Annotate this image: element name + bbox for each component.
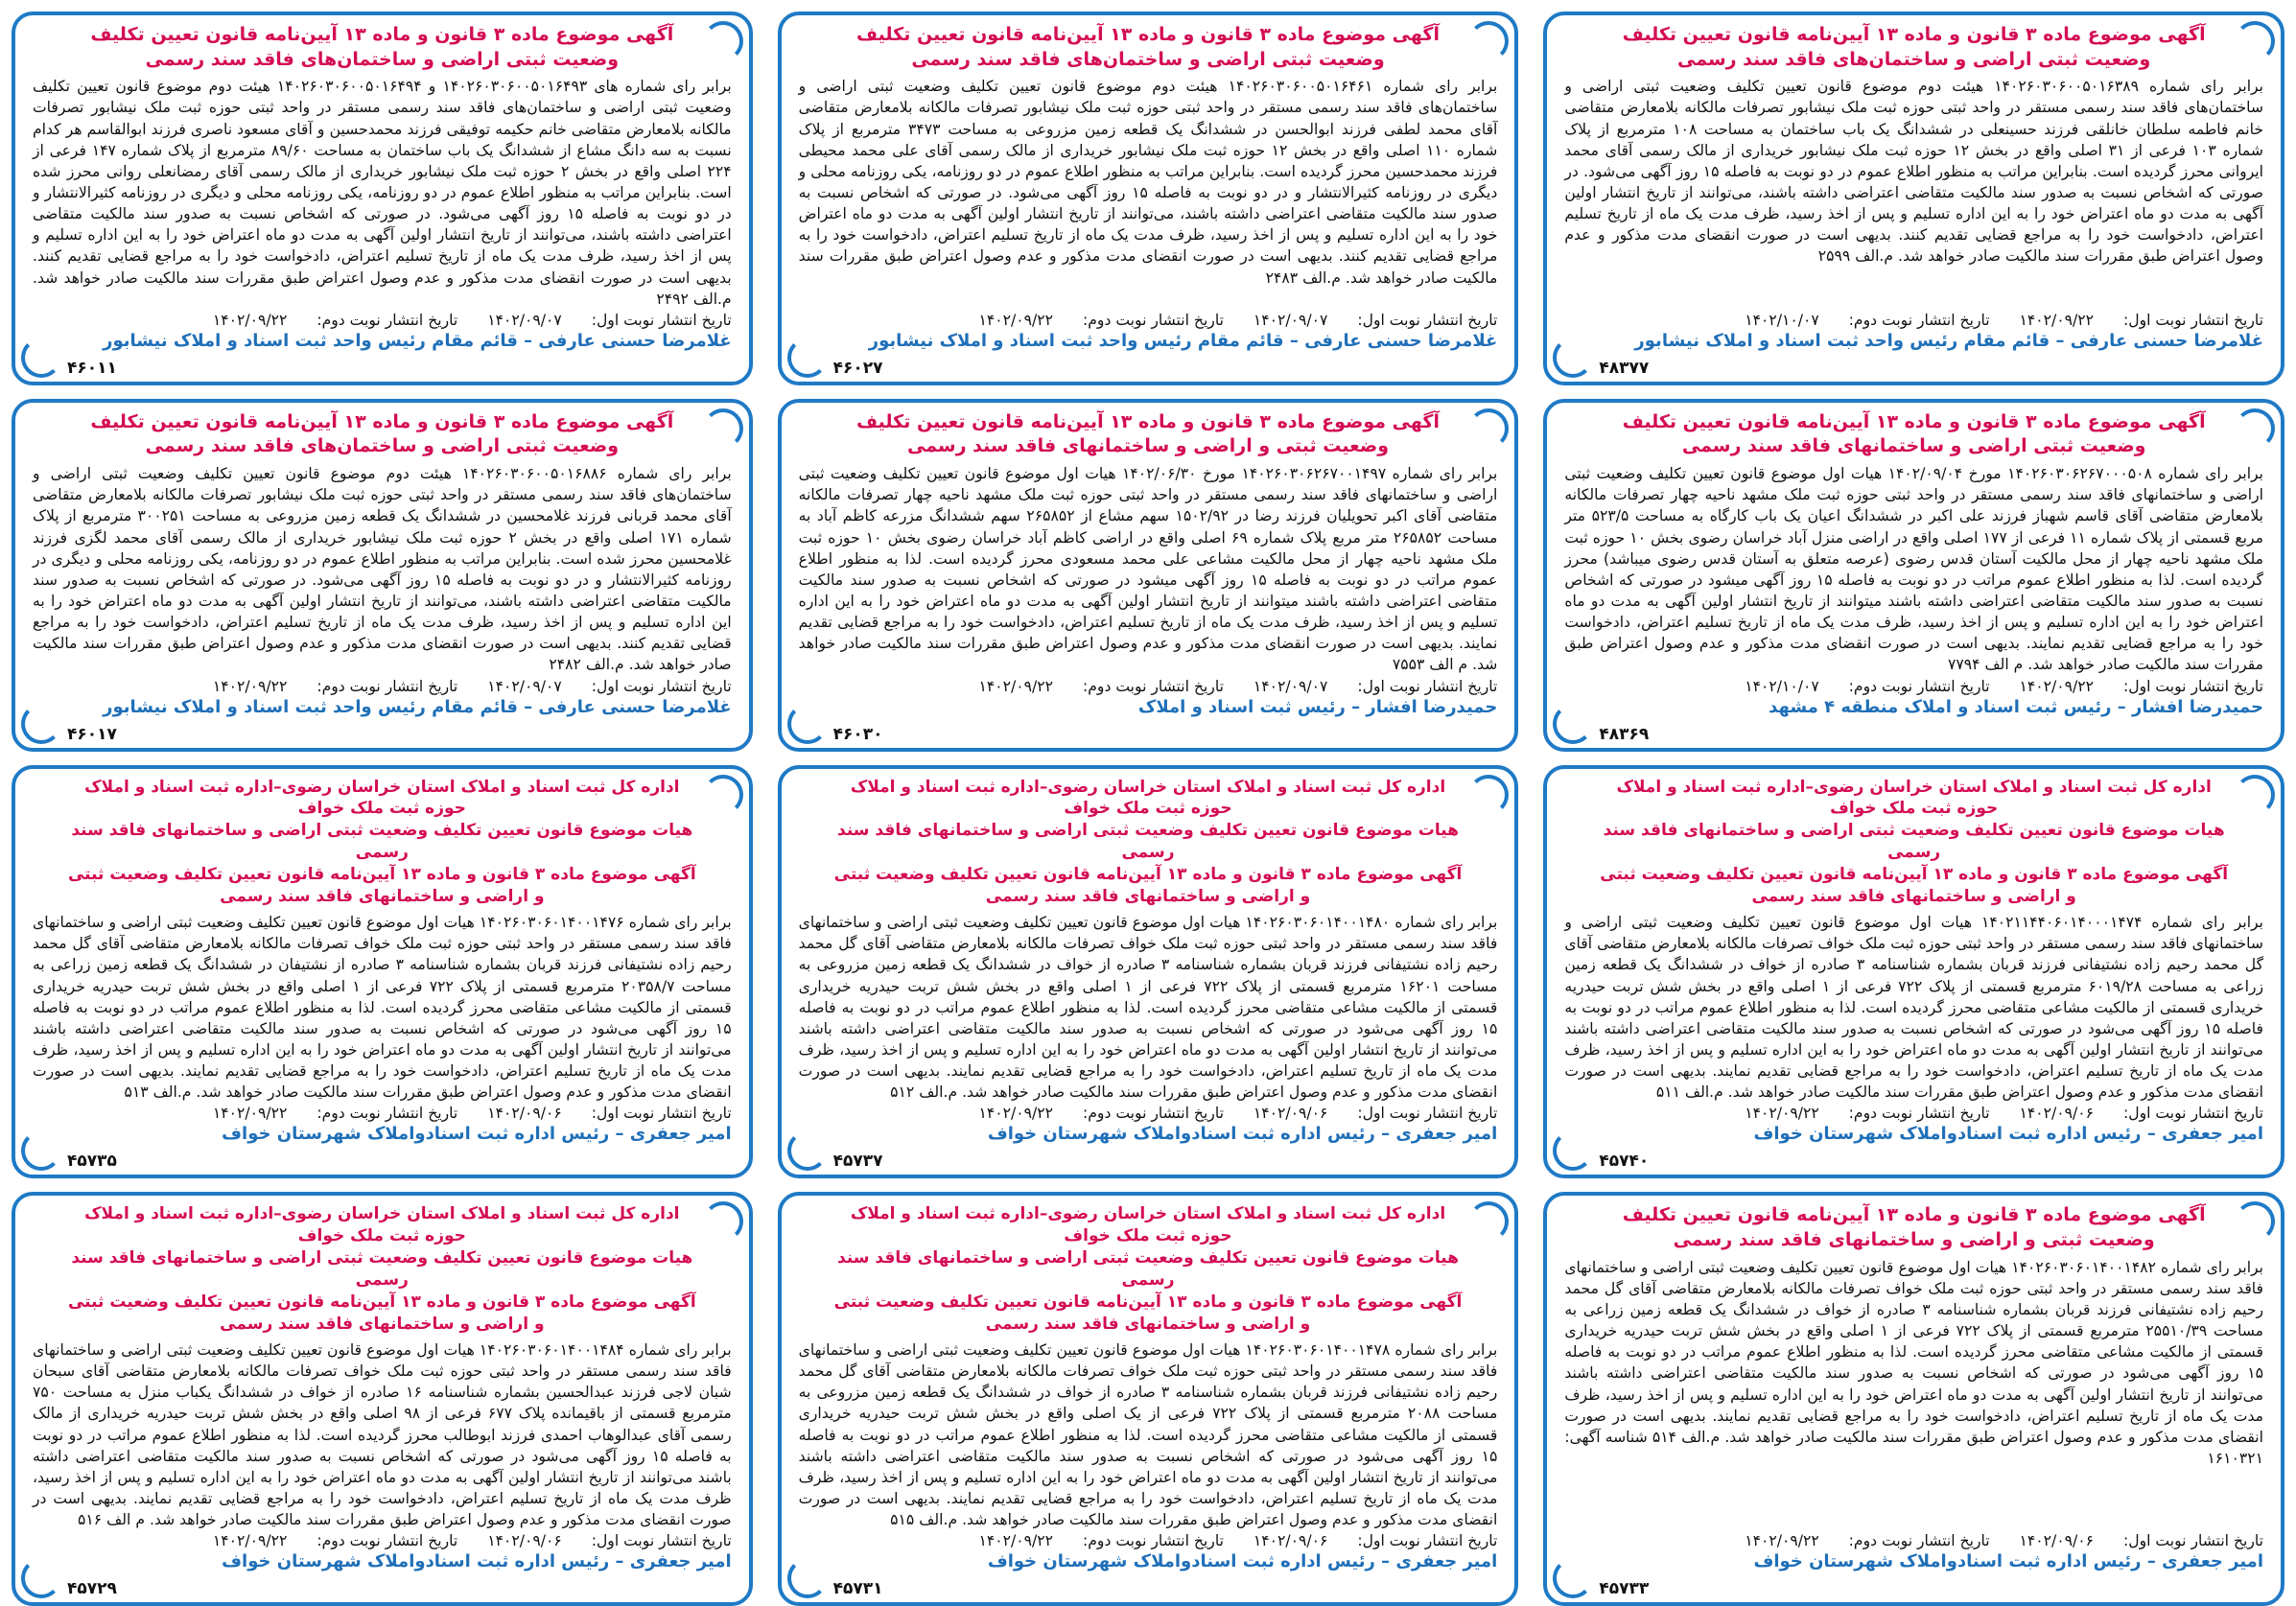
- date2-label: تاریخ انتشار نوبت دوم:: [1083, 311, 1224, 329]
- notice-header: آگهی موضوع ماده ۳ قانون و ماده ۱۳ آیین‌نامه قانون تعیین تکلیف وضعیت ثبتی اراضی و ساختمانهای فاقد سند رسمی: [1622, 410, 2206, 457]
- notice-header: اداره کل ثبت اسناد و املاک استان خراسان رضوی–اداره ثبت اسناد و املاک حوزه ثبت ملک خواف: [84, 777, 680, 819]
- notice-signature: امیر جعفری – رئیس اداره ثبت اسناد‌واملاک شهرستان خواف: [987, 1124, 1498, 1145]
- notice-header: هیات موضوع قانون تعیین تکلیف وضعیت ثبتی اراضی و ساختمانهای فاقد سند رسمی: [71, 1248, 693, 1291]
- date1-label: تاریخ انتشار نوبت اول:: [1357, 1532, 1498, 1550]
- date2-label: تاریخ انتشار نوبت دوم:: [316, 677, 458, 695]
- publication-dates: [1564, 678, 2263, 695]
- date2-value: ۱۴۰۲/۰۹/۲۲: [978, 1532, 1054, 1550]
- notice-header: اداره کل ثبت اسناد و املاک استان خراسان رضوی–اداره ثبت اسناد و املاک حوزه ثبت ملک خواف: [1616, 777, 2212, 819]
- date1-value: ۱۴۰۲/۰۹/۰۷: [1253, 677, 1328, 695]
- date1-label: تاریخ انتشار نوبت اول:: [591, 677, 732, 695]
- date1-value: ۱۴۰۲/۰۹/۰۶: [2019, 1532, 2095, 1550]
- corner-swirl-icon: [1468, 1201, 1509, 1242]
- date2-label: تاریخ انتشار نوبت دوم:: [316, 1105, 458, 1123]
- notice-header: هیات موضوع قانون تعیین تکلیف وضعیت ثبتی اراضی و ساختمانهای فاقد سند رسمی: [837, 821, 1460, 863]
- publication-dates: [1564, 312, 2263, 329]
- notice-header: آگهی موضوع ماده ۳ قانون و ماده ۱۳ آیین‌نامه قانون تعیین تکلیف وضعیت ثبتی و اراضی و ساختمانهای فاقد سند رسمی: [856, 410, 1440, 457]
- date1-value: ۱۴۰۲/۰۹/۲۲: [2019, 311, 2095, 329]
- date2-label: تاریخ انتشار نوبت دوم:: [1083, 1105, 1224, 1123]
- publication-dates: [799, 312, 1498, 329]
- notice-header: اداره کل ثبت اسناد و املاک استان خراسان رضوی–اداره ثبت اسناد و املاک حوزه ثبت ملک خواف: [850, 1204, 1446, 1246]
- notice-header: آگهی موضوع ماده ۳ قانون و ماده ۱۳ آیین‌نامه قانون تعیین تکلیف وضعیت ثبتی و اراضی و ساختمانهای فاقد سند رسمی: [833, 865, 1463, 907]
- corner-swirl-icon: [21, 1558, 61, 1598]
- legal-notice: [12, 12, 753, 385]
- date1-value: ۱۴۰۲/۰۹/۰۶: [487, 1105, 562, 1123]
- notice-headers: [799, 23, 1498, 72]
- date1-value: ۱۴۰۲/۰۹/۰۶: [487, 1532, 562, 1550]
- corner-swirl-icon: [703, 775, 743, 815]
- notice-headers: [799, 410, 1498, 459]
- corner-swirl-icon: [2235, 1201, 2275, 1242]
- corner-swirl-icon: [787, 1558, 828, 1598]
- notice-headers: [1564, 1203, 2263, 1252]
- notice-body: برابر رای شماره ۱۴۰۲۶۰۳۰۶۰۱۴۰۰۱۴۷۸ هیات اول موضوع قانون تعیین تکلیف وضعیت ثبتی اراضی و ساختمانهای فاقد سند رسمی مستقر در واحد ثبتی حوزه ثبت ملک خواف تصرفات مالکانه بلامعارض متقاضی آقای گل محمد رحیم زاده نشتیفانی فرزند قربان بشماره شناسنامه ۳ صادره از خواف در ششدانگ یک قطعه زمین مزروعی به مساحت ۲۰۸۸ مترمربع قسمتی از پلاک ۷۲۲ فرعی از یک اصلی واقع در بخش شش تربت حیدریه خریداری قسمتی از مالکیت مشاعی متقاضی محرز گردیده است. لذا به منظور اطلاع عموم مراتب در دو نوبت به فاصله ۱۵ روز آگهی می‌شود در صورتی که اشخاص نسبت به صدور سند مالکیت متقاضی اعتراضی داشته باشند می‌توانند از تاریخ انتشار اولین آگهی به مدت دو ماه اعتراض خود را به این اداره تسلیم و پس از اخذ رسید، ظرف مدت یک ماه از تاریخ تسلیم اعتراض، دادخواست خود را به مراجع قضایی تقدیم نمایند. بدیهی است در صورت انقضای مدت مذکور و عدم وصول اعتراض طبق مقررات سند مالکیت صادر خواهد شد. م.الف ۵۱۵: [798, 1341, 1498, 1529]
- date1-label: تاریخ انتشار نوبت اول:: [1357, 677, 1498, 695]
- date1-value: ۱۴۰۲/۰۹/۰۶: [1253, 1105, 1328, 1123]
- notice-header: هیات موضوع قانون تعیین تکلیف وضعیت ثبتی اراضی و ساختمانهای فاقد سند رسمی: [1603, 821, 2225, 863]
- notice-body: برابر رای شماره ۱۴۰۲۶۰۳۰۶۲۶۷۰۰۱۴۹۷ مورخ ۱۴۰۲/۰۶/۳۰ هیات اول موضوع قانون تعیین تکلیف وضعیت ثبتی اراضی و ساختمانهای فاقد سند رسمی مستقر در واحد ثبتی حوزه ثبت ملک مشهد ناحیه چهار تصرفات مالکانه متقاضی آقای اکبر تحویلیان فرزند رضا در ۱۵۰۲/۹۲ سهم مشاع از ۲۶۵۸۵۲ سهم ششدانگ مزرعه کاظم آباد به مساحت ۲۶۵۸۵۲ متر مربع پلاک شماره ۶۹ اصلی واقع در اراضی کاظم آباد خراسان رضوی بخش ۱۰ حوزه ثبت ملک مشهد ناحیه چهار از محل مالکیت مشاعی علی محمد مسعودی محرز گردیده است. لذا به منظور اطلاع عموم مراتب در دو نوبت به فاصله ۱۵ روز آگهی میشود در صورتی که اشخاص نسبت به صدور سند مالکیت متقاضی اعتراضی داشته باشند میتوانند از تاریخ انتشار اولین آگهی به مدت دو ماه اعتراض خود را به این اداره تسلیم و پس از اخذ رسید، ظرف مدت یک ماه از تاریخ تسلیم اعتراض، دادخواست خود را به مراجع قضایی تقدیم نمایند. بدیهی است در صورت انقضای مدت مذکور و عدم وصول اعتراض طبق مقررات سند مالکیت صادر خواهد شد. م الف ۷۵۵۳: [798, 465, 1498, 674]
- corner-swirl-icon: [703, 1201, 743, 1242]
- corner-swirl-icon: [2235, 775, 2275, 815]
- date1-label: تاریخ انتشار نوبت اول:: [1357, 1105, 1498, 1123]
- notice-number: ۴۵۷۳۱: [832, 1579, 883, 1599]
- date1-label: تاریخ انتشار نوبت اول:: [2123, 677, 2263, 695]
- date1-value: ۱۴۰۲/۰۹/۰۶: [2019, 1105, 2095, 1123]
- publication-dates: [33, 1105, 732, 1122]
- notice-header: آگهی موضوع ماده ۳ قانون و ماده ۱۳ آیین‌نامه قانون تعیین تکلیف وضعیت ثبتی و اراضی و ساختمانهای فاقد سند رسمی: [833, 1292, 1463, 1335]
- notice-body: برابر رای شماره ۱۴۰۲۶۰۳۰۶۰۱۴۰۰۱۴۸۲ هیات اول موضوع قانون تعیین تکلیف وضعیت ثبتی اراضی و ساختمانهای فاقد سند رسمی مستقر در واحد ثبتی حوزه ثبت ملک خواف تصرفات مالکانه بلامعارض متقاضی آقای گل محمد رحیم زاده نشتیفانی فرزند قربان بشماره شناسنامه ۳ صادره از خواف در ششدانگ یک قطعه زمین زراعی به مساحت ۲۵۵۱۰/۳۹ مترمربع قسمتی از پلاک ۷۲۲ فرعی از ۱ اصلی واقع در بخش شش تربت حیدریه خریداری قسمتی از مالکیت مشاعی متقاضی محرز گردیده است. لذا به منظور اطلاع عموم مراتب در دو نوبت به فاصله ۱۵ روز آگهی می‌شود در صورتی که اشخاص نسبت به صدور سند مالکیت متقاضی اعتراضی داشته باشند می‌توانند از تاریخ انتشار اولین آگهی به مدت دو ماه اعتراض خود را به این اداره تسلیم و پس از اخذ رسید، ظرف مدت یک ماه از تاریخ تسلیم اعتراض، دادخواست خود را به مراجع قضایی تقدیم نمایند. بدیهی است در صورت انقضای مدت مذکور و عدم وصول اعتراض طبق مقررات سند مالکیت صادر خواهد شد. م.الف ۵۱۴ شناسه آگهی: ۱۶۱۰۳۲۱: [1564, 1258, 2263, 1467]
- legal-notice: [778, 12, 1519, 385]
- corner-swirl-icon: [1553, 337, 1593, 378]
- notice-header: آگهی موضوع ماده ۳ قانون و ماده ۱۳ آیین‌نامه قانون تعیین تکلیف وضعیت ثبتی اراضی و ساختمان‌های فاقد سند رسمی: [1622, 24, 2206, 70]
- publication-dates: [799, 678, 1498, 695]
- notice-signature: غلامرضا حسنی عارفی – قائم مقام رئیس واحد ثبت اسناد و املاک نیشابور: [103, 696, 732, 717]
- notice-headers: [33, 23, 732, 72]
- notice-number: ۴۸۳۶۹: [1599, 724, 1650, 744]
- notice-number: ۴۶۰۳۰: [832, 724, 883, 744]
- corner-swirl-icon: [1468, 408, 1509, 449]
- notice-number: ۴۶۰۲۷: [832, 358, 883, 378]
- notice-headers: [1564, 23, 2263, 72]
- notice-number: ۴۵۷۳۳: [1599, 1579, 1650, 1599]
- notice-header: آگهی موضوع ماده ۳ قانون و ماده ۱۳ آیین‌نامه قانون تعیین تکلیف وضعیت ثبتی و اراضی و ساختمانهای فاقد سند رسمی: [1600, 865, 2229, 907]
- date1-value: ۱۴۰۲/۰۹/۰۷: [487, 677, 562, 695]
- date2-value: ۱۴۰۲/۰۹/۲۲: [978, 677, 1054, 695]
- date2-value: ۱۴۰۲/۰۹/۲۲: [978, 1105, 1054, 1123]
- corner-swirl-icon: [21, 704, 61, 744]
- notice-header: آگهی موضوع ماده ۳ قانون و ماده ۱۳ آیین‌نامه قانون تعیین تکلیف وضعیت ثبتی اراضی و ساختمان‌های فاقد سند رسمی: [90, 24, 674, 70]
- legal-notice: [1543, 12, 2284, 385]
- notice-number: ۴۶۰۱۷: [67, 724, 117, 744]
- legal-notice: [1543, 399, 2284, 752]
- publication-dates: [1564, 1105, 2263, 1122]
- corner-swirl-icon: [2235, 408, 2275, 449]
- notice-signature: امیر جعفری – رئیس اداره ثبت اسناد‌واملاک شهرستان خواف: [222, 1124, 732, 1145]
- corner-swirl-icon: [21, 1130, 61, 1171]
- notice-header: آگهی موضوع ماده ۳ قانون و ماده ۱۳ آیین‌نامه قانون تعیین تکلیف وضعیت ثبتی و اراضی و ساختمانهای فاقد سند رسمی: [67, 865, 696, 907]
- notice-signature: غلامرضا حسنی عارفی – قائم مقام رئیس واحد ثبت اسناد و املاک نیشابور: [103, 330, 732, 351]
- corner-swirl-icon: [703, 408, 743, 449]
- date1-value: ۱۴۰۲/۰۹/۰۶: [1253, 1532, 1328, 1550]
- date2-value: ۱۴۰۲/۰۹/۲۲: [1745, 1532, 1819, 1550]
- corner-swirl-icon: [703, 21, 743, 61]
- date2-value: ۱۴۰۲/۱۰/۰۷: [1745, 677, 1819, 695]
- corner-swirl-icon: [787, 337, 828, 378]
- date1-label: تاریخ انتشار نوبت اول:: [591, 1105, 732, 1123]
- notice-body: برابر رای شماره ۱۴۰۲۱۱۴۴۰۶۰۱۴۰۰۰۱۴۷۴ هیات اول موضوع قانون تعیین تکلیف وضعیت ثبتی اراضی و ساختمانهای فاقد سند رسمی مستقر در واحد ثبتی حوزه ثبت ملک خواف تصرفات مالکانه بلامعارض متقاضی آقای گل محمد رحیم زاده نشتیفانی فرزند قربان بشماره شناسنامه ۳ صادره از خواف در ششدانگ یک قطعه زمین زراعی به مساحت ۶۰۱۹/۲۸ مترمربع قسمتی از پلاک ۷۲۲ فرعی از ۱ اصلی واقع در بخش شش تربت حیدریه خریداری قسمتی از مالکیت مشاعی متقاضی محرز گردیده است. لذا به منظور اطلاع عموم مراتب در دو نوبت به فاصله ۱۵ روز آگهی می‌شود در صورتی که اشخاص نسبت به صدور سند مالکیت متقاضی اعتراضی داشته باشند می‌توانند از تاریخ انتشار اولین آگهی به مدت دو ماه اعتراض خود را به این اداره تسلیم و پس از اخذ رسید، ظرف مدت یک ماه از تاریخ تسلیم اعتراض، دادخواست خود را به مراجع قضایی تقدیم نمایند. بدیهی است در صورت انقضای مدت مذکور و عدم وصول اعتراض طبق مقررات سند مالکیت صادر خواهد شد. م.الف ۵۱۱: [1564, 914, 2264, 1102]
- notice-signature: امیر جعفری – رئیس اداره ثبت اسناد‌واملاک شهرستان خواف: [1753, 1551, 2263, 1572]
- publication-dates: [799, 1532, 1498, 1549]
- date1-label: تاریخ انتشار نوبت اول:: [2123, 1532, 2263, 1550]
- corner-swirl-icon: [1553, 1558, 1593, 1598]
- notice-headers: [1564, 410, 2263, 459]
- corner-swirl-icon: [21, 337, 61, 378]
- notice-body: برابر رای شماره ۱۴۰۲۶۰۳۰۶۰۱۴۰۰۱۴۷۶ هیات اول موضوع قانون تعیین تکلیف وضعیت ثبتی اراضی و ساختمانهای فاقد سند رسمی مستقر در واحد ثبتی حوزه ثبت ملک خواف تصرفات مالکانه بلامعارض متقاضی آقای گل محمد رحیم زاده نشتیفانی فرزند قربان بشماره شناسنامه ۳ صادره از نشتیفان در ششدانگ یک قطعه زمین زراعی به مساحت ۲۰۳۵۸/۷ مترمربع قسمتی از پلاک ۷۲۲ فرعی از ۱ اصلی واقع در بخش شش تربت حیدریه خریداری قسمتی از مالکیت مشاعی متقاضی محرز گردیده است. لذا به منظور اطلاع عموم مراتب در دو نوبت به فاصله ۱۵ روز آگهی می‌شود در صورتی که اشخاص نسبت به صدور سند مالکیت متقاضی اعتراضی داشته باشند می‌توانند از تاریخ انتشار اولین آگهی به مدت دو ماه اعتراض خود را به این اداره تسلیم و پس از اخذ رسید، ظرف مدت یک ماه از تاریخ تسلیم اعتراض، دادخواست خود را به مراجع قضایی تقدیم نمایند. بدیهی است در صورت انقضای مدت مذکور و عدم وصول اعتراض طبق مقررات سند مالکیت صادر خواهد شد. م.الف ۵۱۳: [33, 914, 732, 1102]
- date2-value: ۱۴۰۲/۰۹/۲۲: [212, 1105, 288, 1123]
- legal-notice: [778, 1192, 1519, 1606]
- legal-notice: [12, 1192, 753, 1606]
- date1-label: تاریخ انتشار نوبت اول:: [2123, 311, 2263, 329]
- notice-body: برابر رای شماره ۱۴۰۲۶۰۳۰۶۰۰۵۰۱۶۳۸۹ هیئت دوم موضوع قانون تعیین تکلیف وضعیت ثبتی اراضی و ساختمان‌های فاقد سند رسمی مستقر در واحد ثبتی حوزه ثبت ملک نیشابور تصرفات مالکانه بلامعارض متقاضی خانم فاطمه سلطان خانلقی فرزند حسینعلی در ششدانگ یک باب ساختمان به مساحت ۱۰۸ مترمربع از پلاک شماره ۱۰۳ فرعی از ۳۱ اصلی واقع در بخش ۱۲ حوزه ثبت ملک نیشابور خریداری از مالک رسمی آقای محمد ایروانی محرز گردیده است. بنابراین مراتب به منظور اطلاع عموم در دو نوبت به فاصله ۱۵ روز آگهی می‌شود. در صورتی که اشخاص نسبت به صدور سند مالکیت متقاضی اعتراضی داشته باشند، می‌توانند از تاریخ انتشار اولین آگهی به مدت دو ماه اعتراض خود را به این اداره تسلیم و پس از اخذ رسید، ظرف مدت یک ماه از تاریخ تسلیم اعتراض، دادخواست خود را به مراجع قضایی تقدیم کنند. بدیهی است در صورت انقضای مدت مذکور و عدم وصول اعتراض طبق مقررات سند مالکیت صادر خواهد شد. م.الف ۲۵۹۹: [1564, 78, 2264, 266]
- legal-notice: [1543, 765, 2284, 1179]
- publication-dates: [33, 1532, 732, 1549]
- notice-header: اداره کل ثبت اسناد و املاک استان خراسان رضوی–اداره ثبت اسناد و املاک حوزه ثبت ملک خواف: [850, 777, 1446, 819]
- notice-body: برابر رای شماره ۱۴۰۲۶۰۳۰۶۰۱۴۰۰۱۴۸۴ هیات اول موضوع قانون تعیین تکلیف وضعیت ثبتی اراضی و ساختمانهای فاقد سند رسمی مستقر در واحد ثبتی حوزه ثبت ملک خواف تصرفات مالکانه بلامعارض متقاضی آقای سبحان شبان لاجی فرزند عبدالحسین بشماره شناسنامه ۱۶ صادره از خواف در ششدانگ یکباب منزل به مساحت ۷۵۰ مترمربع قسمتی از باقیمانده پلاک ۶۷۷ فرعی از ۹۸ اصلی واقع در بخش شش تربت حیدریه خریداری از مالک رسمی آقای عبدالوهاب احمدی فرزند ابوطالب محرز گردیده است. لذا به منظور اطلاع عموم مراتب در دو نوبت به فاصله ۱۵ روز آگهی می‌شود در صورتی که اشخاص نسبت به صدور سند مالکیت متقاضی اعتراضی داشته باشند می‌توانند از تاریخ انتشار اولین آگهی به مدت دو ماه اعتراض خود را به این اداره تسلیم و پس از اخذ رسید، ظرف مدت یک ماه از تاریخ تسلیم اعتراض، دادخواست خود را به مراجع قضایی تقدیم نمایند. بدیهی است در صورت انقضای مدت مذکور و عدم وصول اعتراض طبق مقررات سند مالکیت صادر خواهد شد. م الف ۵۱۶: [33, 1341, 732, 1529]
- notice-header: اداره کل ثبت اسناد و املاک استان خراسان رضوی–اداره ثبت اسناد و املاک حوزه ثبت ملک خواف: [84, 1204, 680, 1246]
- notice-headers: [33, 410, 732, 459]
- notice-signature: حمیدرضا افشار – رئیس ثبت اسناد و املاک منطقه ۴ مشهد: [1769, 696, 2263, 717]
- date2-value: ۱۴۰۲/۰۹/۲۲: [212, 311, 288, 329]
- notice-number: ۴۶۰۱۱: [67, 358, 117, 378]
- date1-value: ۱۴۰۲/۰۹/۲۲: [2019, 677, 2095, 695]
- legal-notice: [1543, 1192, 2284, 1606]
- corner-swirl-icon: [2235, 21, 2275, 61]
- date2-label: تاریخ انتشار نوبت دوم:: [1083, 1532, 1224, 1550]
- notice-signature: امیر جعفری – رئیس اداره ثبت اسناد‌واملاک شهرستان خواف: [987, 1551, 1498, 1572]
- date2-label: تاریخ انتشار نوبت دوم:: [1848, 677, 1990, 695]
- notice-headers: [33, 1203, 732, 1336]
- notice-header: هیات موضوع قانون تعیین تکلیف وضعیت ثبتی اراضی و ساختمانهای فاقد سند رسمی: [837, 1248, 1460, 1291]
- notice-signature: غلامرضا حسنی عارفی – قائم مقام رئیس واحد ثبت اسناد و املاک نیشابور: [868, 330, 1498, 351]
- notice-body: برابر رای شماره های ۱۴۰۲۶۰۳۰۶۰۰۵۰۱۶۴۹۳ و ۱۴۰۲۶۰۳۰۶۰۰۵۰۱۶۴۹۴ هیئت دوم موضوع قانون تعیین تکلیف وضعیت ثبتی اراضی و ساختمان‌های فاقد سند رسمی مستقر در واحد ثبتی حوزه ثبت ملک نیشابور تصرفات مالکانه بلامعارض متقاضی خانم حکیمه توفیقی فرزند محمدحسین و آقای مسعود ناصری فرزند ابوالقاسم هر کدام نسبت به سه دانگ مشاع از ششدانگ یک باب ساختمان به مساحت ۸۹/۶۰ مترمربع از پلاک شماره ۱۴۷ فرعی از ۲۲۴ اصلی واقع در بخش ۲ حوزه ثبت ملک نیشابور خریداری از مالک رسمی آقای رمضانعلی روانی محرز شده است. بنابراین مراتب به منظور اطلاع عموم در دو روزنامه، یکی روزنامه محلی و دیگری در روزنامه کثیرالانتشار و در دو نوبت به فاصله ۱۵ روز آگهی می‌شود. در صورتی که اشخاص نسبت به صدور سند مالکیت متقاضی اعتراضی داشته باشند، می‌توانند از تاریخ انتشار اولین آگهی به مدت دو ماه اعتراض خود را به این اداره تسلیم و پس از اخذ رسید، ظرف مدت یک ماه از تاریخ تسلیم اعتراض، دادخواست خود را به مراجع قضایی تقدیم کنند. بدیهی است در صورت انقضای مدت مذکور و عدم وصول اعتراض طبق مقررات سند مالکیت صادر خواهد شد. م.الف ۲۴۹۲: [33, 78, 732, 308]
- date2-label: تاریخ انتشار نوبت دوم:: [1083, 677, 1224, 695]
- legal-notice: [778, 399, 1519, 752]
- notice-number: ۴۵۷۲۹: [67, 1579, 117, 1599]
- date2-value: ۱۴۰۲/۰۹/۲۲: [978, 311, 1054, 329]
- date1-value: ۱۴۰۲/۰۹/۰۷: [1253, 311, 1328, 329]
- notice-number: ۴۸۳۷۷: [1599, 358, 1650, 378]
- notice-signature: امیر جعفری – رئیس اداره ثبت اسناد‌واملاک شهرستان خواف: [222, 1551, 732, 1572]
- date2-label: تاریخ انتشار نوبت دوم:: [1848, 1105, 1990, 1123]
- publication-dates: [799, 1105, 1498, 1122]
- corner-swirl-icon: [787, 1130, 828, 1171]
- notice-body: برابر رای شماره ۱۴۰۲۶۰۳۰۶۰۰۵۰۱۶۴۶۱ هیئت دوم موضوع قانون تعیین تکلیف وضعیت ثبتی اراضی و ساختمان‌های فاقد سند رسمی مستقر در واحد ثبتی حوزه ثبت ملک نیشابور تصرفات مالکانه بلامعارض متقاضی آقای محمد لطفی فرزند ابوالحسن در ششدانگ یک قطعه زمین مزروعی به مساحت ۳۴۷۳ مترمربع از پلاک شماره ۱۱۰ اصلی واقع در بخش ۱۲ حوزه ثبت ملک نیشابور خریداری از مالک رسمی آقای علی محمد محیطی فرزند محمدحسین محرز گردیده است. بنابراین مراتب به منظور اطلاع عموم در دو روزنامه، یکی روزنامه محلی و دیگری در روزنامه کثیرالانتشار و در دو نوبت به فاصله ۱۵ روز آگهی می‌شود. در صورتی که اشخاص نسبت به صدور سند مالکیت متقاضی اعتراضی داشته باشند، می‌توانند از تاریخ انتشار اولین آگهی به مدت دو ماه اعتراض خود را به این اداره تسلیم و پس از اخذ رسید، ظرف مدت یک ماه از تاریخ تسلیم اعتراض، دادخواست خود را به مراجع قضایی تقدیم کنند. بدیهی است در صورت انقضای مدت مذکور و عدم وصول اعتراض طبق مقررات سند مالکیت صادر خواهد شد. م.الف ۲۴۸۳: [798, 78, 1498, 287]
- corner-swirl-icon: [1468, 775, 1509, 815]
- notice-headers: [799, 777, 1498, 909]
- date1-label: تاریخ انتشار نوبت اول:: [591, 1532, 732, 1550]
- notice-header: آگهی موضوع ماده ۳ قانون و ماده ۱۳ آیین‌نامه قانون تعیین تکلیف وضعیت ثبتی و اراضی و ساختمانهای فاقد سند رسمی: [67, 1292, 696, 1335]
- notice-signature: حمیدرضا افشار – رئیس ثبت اسناد و املاک: [1137, 696, 1498, 717]
- date2-value: ۱۴۰۲/۰۹/۲۲: [212, 677, 288, 695]
- notice-number: ۴۵۷۴۰: [1599, 1152, 1650, 1172]
- date1-label: تاریخ انتشار نوبت اول:: [2123, 1105, 2263, 1123]
- publication-dates: [33, 312, 732, 329]
- notice-header: آگهی موضوع ماده ۳ قانون و ماده ۱۳ آیین‌نامه قانون تعیین تکلیف وضعیت ثبتی اراضی و ساختمان‌های فاقد سند رسمی: [856, 24, 1440, 70]
- publication-dates: [1564, 1532, 2263, 1549]
- date2-value: ۱۴۰۲/۰۹/۲۲: [1745, 1105, 1819, 1123]
- corner-swirl-icon: [1553, 1130, 1593, 1171]
- publication-dates: [33, 678, 732, 695]
- date2-value: ۱۴۰۲/۱۰/۰۷: [1745, 311, 1819, 329]
- date2-label: تاریخ انتشار نوبت دوم:: [1848, 1532, 1990, 1550]
- corner-swirl-icon: [787, 704, 828, 744]
- notice-header: هیات موضوع قانون تعیین تکلیف وضعیت ثبتی اراضی و ساختمانهای فاقد سند رسمی: [71, 821, 693, 863]
- notice-body: برابر رای شماره ۱۴۰۲۶۰۳۰۶۰۱۴۰۰۱۴۸۰ هیات اول موضوع قانون تعیین تکلیف وضعیت ثبتی اراضی و ساختمانهای فاقد سند رسمی مستقر در واحد ثبتی حوزه ثبت ملک خواف تصرفات مالکانه بلامعارض متقاضی آقای گل محمد رحیم زاده نشتیفانی فرزند قربان بشماره شناسنامه ۳ صادره از خواف در ششدانگ یک قطعه زمین مزروعی به مساحت ۱۶۲۰۱ مترمربع قسمتی از پلاک ۷۲۲ فرعی از ۱ اصلی واقع در بخش شش تربت حیدریه خریداری قسمتی از مالکیت مشاعی متقاضی محرز گردیده است. لذا به منظور اطلاع عموم مراتب در دو نوبت به فاصله ۱۵ روز آگهی می‌شود در صورتی که اشخاص نسبت به صدور سند مالکیت متقاضی اعتراضی داشته باشند می‌توانند از تاریخ انتشار اولین آگهی به مدت دو ماه اعتراض خود را به این اداره تسلیم و پس از اخذ رسید، ظرف مدت یک ماه از تاریخ تسلیم اعتراض، دادخواست خود را به مراجع قضایی تقدیم نمایند. بدیهی است در صورت انقضای مدت مذکور و عدم وصول اعتراض طبق مقررات سند مالکیت صادر خواهد شد. م.الف ۵۱۲: [798, 914, 1498, 1102]
- notice-headers: [33, 777, 732, 909]
- notice-signature: امیر جعفری – رئیس اداره ثبت اسناد‌واملاک شهرستان خواف: [1753, 1124, 2263, 1145]
- legal-notice: [12, 765, 753, 1179]
- notice-headers: [1564, 777, 2263, 909]
- date1-value: ۱۴۰۲/۰۹/۰۷: [487, 311, 562, 329]
- date2-label: تاریخ انتشار نوبت دوم:: [316, 1532, 458, 1550]
- date2-label: تاریخ انتشار نوبت دوم:: [1848, 311, 1990, 329]
- notice-signature: غلامرضا حسنی عارفی – قائم مقام رئیس واحد ثبت اسناد و املاک نیشابور: [1634, 330, 2263, 351]
- notice-header: آگهی موضوع ماده ۳ قانون و ماده ۱۳ آیین‌نامه قانون تعیین تکلیف وضعیت ثبتی و اراضی و ساختمانهای فاقد سند رسمی: [1622, 1204, 2206, 1251]
- notice-number: ۴۵۷۳۷: [832, 1152, 883, 1172]
- date2-value: ۱۴۰۲/۰۹/۲۲: [212, 1532, 288, 1550]
- notice-body: برابر رای شماره ۱۴۰۲۶۰۳۰۶۲۶۷۰۰۰۵۰۸ مورخ ۱۴۰۲/۰۹/۰۴ هیات اول موضوع قانون تعیین تکلیف وضعیت ثبتی اراضی و ساختمانهای فاقد سند رسمی مستقر در واحد ثبتی حوزه ثبت ملک مشهد ناحیه چهار تصرفات مالکانه بلامعارض متقاضی آقای قاسم شهباز فرزند علی اکبر در ششدانگ اعیان یک باب کارگاه به مساحت ۵۲۳/۵ متر مربع قسمتی از پلاک شماره ۱۱ فرعی از ۱۷۷ اصلی واقع در اراضی منزل آباد خراسان رضوی بخش ۱۰ حوزه ثبت ملک مشهد ناحیه چهار از محل مالکیت آستان قدس رضوی (عرصه متعلق به آستان قدس رضوی میباشد) محرز گردیده است. لذا به منظور اطلاع عموم مراتب در دو نوبت به فاصله ۱۵ روز آگهی میشود در صورتی که اشخاص نسبت به صدور سند مالکیت متقاضی اعتراضی داشته باشند میتوانند از تاریخ انتشار اولین آگهی به مدت دو ماه اعتراض خود را به این اداره تسلیم و پس از اخذ رسید، ظرف مدت یک ماه از تاریخ تسلیم اعتراض، دادخواست خود را به مراجع قضایی تقدیم نمایند. بدیهی است در صورت انقضای مدت مذکور و عدم وصول اعتراض طبق مقررات سند مالکیت صادر خواهد شد. م الف ۷۷۹۴: [1564, 465, 2263, 674]
- date2-label: تاریخ انتشار نوبت دوم:: [316, 311, 458, 329]
- legal-notice: [778, 765, 1519, 1179]
- notice-headers: [799, 1203, 1498, 1336]
- corner-swirl-icon: [1468, 21, 1509, 61]
- notice-header: آگهی موضوع ماده ۳ قانون و ماده ۱۳ آیین‌نامه قانون تعیین تکلیف وضعیت ثبتی اراضی و ساختمان‌های فاقد سند رسمی: [90, 410, 674, 457]
- corner-swirl-icon: [1553, 704, 1593, 744]
- legal-notice: [12, 399, 753, 752]
- notice-body: برابر رای شماره ۱۴۰۲۶۰۳۰۶۰۰۵۰۱۶۸۸۶ هیئت دوم موضوع قانون تعیین تکلیف وضعیت ثبتی اراضی و ساختمان‌های فاقد سند رسمی مستقر در واحد ثبتی حوزه ثبت ملک نیشابور تصرفات مالکانه بلامعارض متقاضی آقای محمد قربانی فرزند غلامحسین در ششدانگ یک قطعه زمین مزروعی به مساحت ۳۰۰۲۵۱ مترمربع از پلاک شماره ۱۷۱ اصلی واقع در بخش ۲ حوزه ثبت ملک نیشابور خریداری از مالک رسمی آقای محمد لگزی فرزند غلامحسین محرز شده است. بنابراین مراتب به منظور اطلاع عموم در دو روزنامه، یکی روزنامه محلی و دیگری در روزنامه کثیرالانتشار و در دو نوبت به فاصله ۱۵ روز آگهی می‌شود. در صورتی که اشخاص نسبت به صدور سند مالکیت متقاضی اعتراضی داشته باشند، می‌توانند از تاریخ انتشار اولین آگهی به مدت دو ماه اعتراض خود را به این اداره تسلیم و پس از اخذ رسید، ظرف مدت یک ماه از تاریخ تسلیم اعتراض، دادخواست خود را به مراجع قضایی تقدیم کنند. بدیهی است در صورت انقضای مدت مذکور و عدم وصول اعتراض طبق مقررات سند مالکیت صادر خواهد شد. م.الف ۲۴۸۲: [33, 465, 732, 674]
- date1-label: تاریخ انتشار نوبت اول:: [591, 311, 732, 329]
- notice-number: ۴۵۷۳۵: [67, 1152, 117, 1172]
- date1-label: تاریخ انتشار نوبت اول:: [1357, 311, 1498, 329]
